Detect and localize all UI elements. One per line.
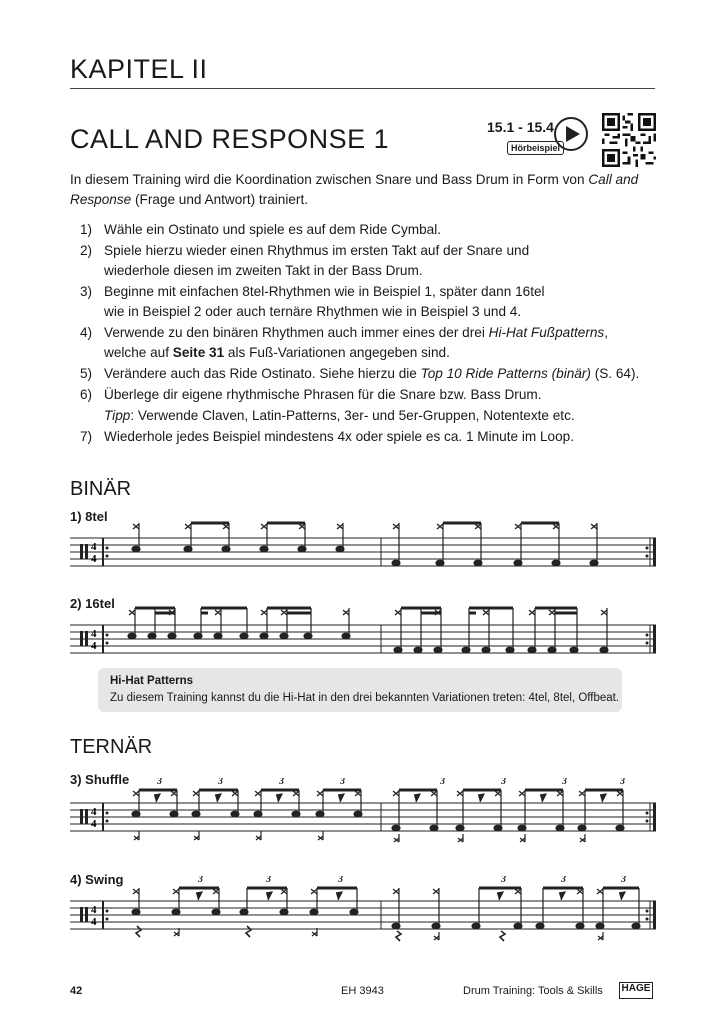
list-text: Beginne mit einfachen 8tel-Rhythmen wie in Beispiel 1, später dann 16tel — [104, 284, 545, 299]
list-number: 4) — [80, 325, 93, 340]
list-emphasis: Hi-Hat Fußpatterns — [488, 325, 605, 340]
list-text-tail: , — [604, 325, 608, 340]
play-button[interactable] — [554, 117, 588, 151]
audio-track-range: 15.1 - 15.4 — [487, 119, 554, 135]
audio-example-badge: Hörbeispiel — [507, 141, 564, 155]
triplet-marker: 3 — [279, 778, 284, 787]
triplet-marker: 3 — [157, 778, 162, 787]
time-signature-top: 4 — [91, 628, 97, 640]
time-signature-bottom: 4 — [91, 916, 97, 928]
time-signature-bottom: 4 — [91, 640, 97, 652]
triplet-marker: 3 — [440, 778, 445, 787]
list-text-continued-tail: als Fuß-Variationen angegeben sind. — [224, 345, 450, 360]
tip-text: : Verwende Claven, Latin-Patterns, 3er- und 5er-Gruppen, Notentexte etc. — [130, 408, 575, 423]
triplet-marker: 3 — [561, 876, 566, 885]
ternar-heading: TERNÄR — [70, 736, 153, 758]
example-4-staff — [70, 876, 660, 946]
list-number: 1) — [80, 222, 93, 237]
intro-paragraph — [70, 170, 656, 210]
time-signature-top: 4 — [91, 541, 97, 553]
list-number: 2) — [80, 243, 93, 258]
binar-heading: BINÄR — [70, 478, 132, 500]
time-signature-bottom: 4 — [91, 818, 97, 830]
list-number: 6) — [80, 387, 93, 402]
tip-line — [80, 406, 660, 426]
example-4-label: 4) Swing — [70, 872, 124, 887]
triplet-marker: 3 — [338, 876, 343, 885]
list-number: 5) — [80, 366, 93, 381]
edition-code: EH 3943 — [341, 985, 384, 997]
list-text: Überlege dir eigene rhythmische Phrasen für die Snare bzw. Bass Drum. — [104, 387, 542, 402]
time-signature-top: 4 — [91, 904, 97, 916]
list-item — [80, 385, 660, 405]
time-signature-top: 4 — [91, 806, 97, 818]
list-text-continued: wiederhole diesen im zweiten Takt in der Bass Drum. — [104, 263, 423, 278]
list-number: 3) — [80, 284, 93, 299]
intro-text-tail: (Frage und Antwort) trainiert. — [131, 192, 309, 207]
example-1-staff — [70, 515, 660, 585]
intro-text: In diesem Training wird die Koordination zwischen Snare und Bass Drum in Form von — [70, 172, 589, 187]
list-text: Verändere auch das Ride Ostinato. Siehe hierzu die — [104, 366, 421, 381]
list-text: Verwende zu den binären Rhythmen auch immer eines der drei — [104, 325, 489, 340]
triplet-marker: 3 — [501, 876, 506, 885]
chapter-title: KAPITEL II — [70, 54, 208, 84]
example-1-label: 1) 8tel — [70, 509, 108, 524]
example-2-label: 2) 16tel — [70, 596, 115, 611]
list-number: 7) — [80, 429, 93, 444]
instruction-list — [80, 220, 660, 448]
list-item — [80, 220, 660, 240]
publisher-logo — [619, 982, 653, 999]
list-text-continued: welche auf — [104, 345, 173, 360]
example-3-staff — [70, 778, 660, 848]
page-reference: Seite 31 — [172, 345, 225, 360]
list-text-continued: wie in Beispiel 2 oder auch ternäre Rhythmen wie in Beispiel 3 und 4. — [104, 304, 522, 319]
info-box-title: Hi-Hat Patterns — [110, 675, 194, 687]
triplet-marker: 3 — [340, 778, 345, 787]
example-3-label: 3) Shuffle — [70, 772, 130, 787]
publisher-logo-text: HAGE — [621, 983, 651, 994]
list-emphasis: Top 10 Ride Patterns (binär) — [420, 366, 591, 381]
list-item — [80, 241, 660, 281]
intro-emphasis: Call and Response — [70, 172, 639, 207]
page-number: 42 — [70, 985, 83, 997]
list-item — [80, 364, 660, 384]
info-box-text: Zu diesem Training kannst du die Hi-Hat in den drei bekannten Variationen treten: 4tel, 8tel, Offbeat. — [110, 692, 620, 704]
chapter-divider — [70, 88, 655, 89]
qr-code[interactable] — [602, 113, 656, 167]
play-icon — [566, 126, 580, 142]
list-text: Wiederhole jedes Beispiel mindestens 4x oder spiele es ca. 1 Minute im Loop. — [104, 429, 574, 444]
list-item — [80, 282, 660, 322]
triplet-marker: 3 — [218, 778, 223, 787]
list-text: Spiele hierzu wieder einen Rhythmus im ersten Takt auf der Snare und — [104, 243, 530, 258]
list-text: Wähle ein Ostinato und spiele es auf dem Ride Cymbal. — [104, 222, 441, 237]
list-item — [80, 427, 660, 447]
book-title: Drum Training: Tools & Skills — [463, 985, 603, 997]
triplet-marker: 3 — [562, 778, 567, 787]
list-text-tail: (S. 64). — [590, 366, 640, 381]
tip-label: Tipp — [104, 408, 131, 423]
triplet-marker: 3 — [198, 876, 203, 885]
section-title: CALL AND RESPONSE 1 — [70, 124, 390, 154]
triplet-marker: 3 — [621, 876, 626, 885]
triplet-marker: 3 — [620, 778, 625, 787]
list-item — [80, 323, 660, 363]
triplet-marker: 3 — [501, 778, 506, 787]
time-signature-bottom: 4 — [91, 553, 97, 565]
example-2-staff — [70, 602, 660, 672]
info-box — [98, 668, 622, 712]
triplet-marker: 3 — [266, 876, 271, 885]
